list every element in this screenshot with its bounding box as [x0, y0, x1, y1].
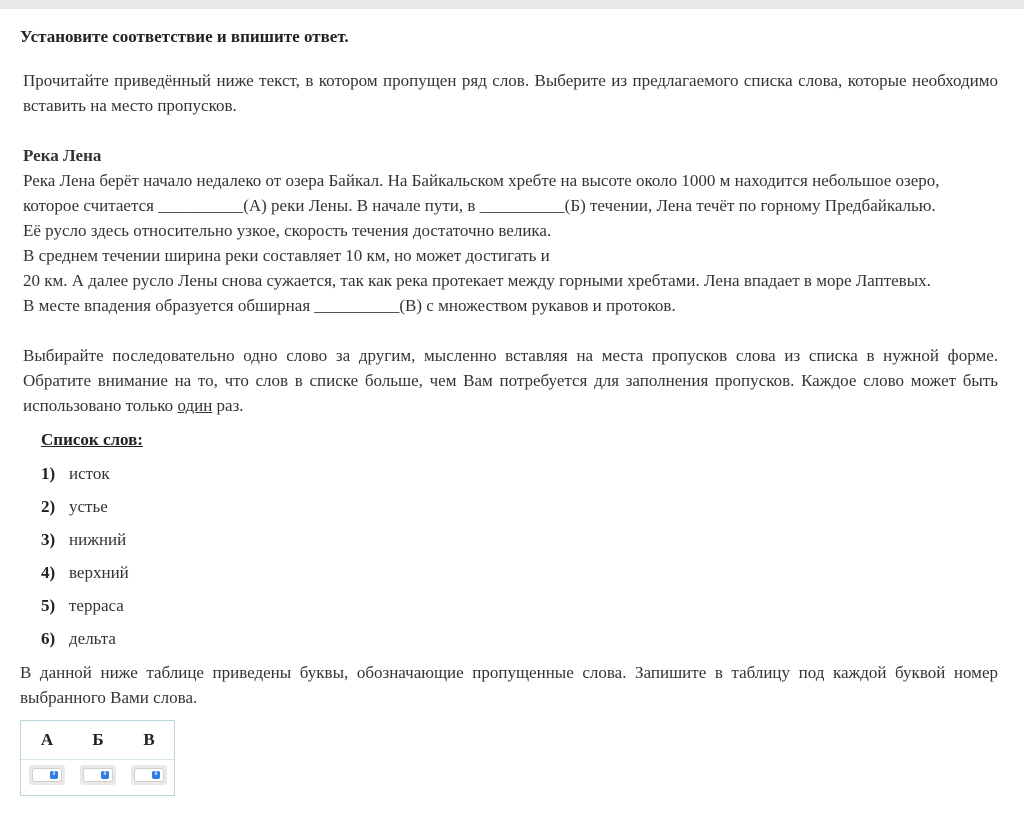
story-line: В месте впадения образуется обширная __________(В) с множеством рукавов и протоков.: [23, 296, 676, 315]
word-label: терраса: [69, 596, 124, 615]
story-text: [23, 143, 998, 318]
select-arrows-icon: ⇕: [102, 769, 108, 777]
select-field[interactable]: [134, 768, 164, 782]
guidance-text: Выбирайте последовательно одно слово за другим, мысленно вставляя на места пропусков слова из списка в нужной форме. Обратите внимание на то, что слов в списке больше, чем Вам потребуется для заполнения пропусков. Каждое слово может быть использовано только: [23, 346, 998, 415]
word-list-item: [41, 463, 110, 485]
word-list-item: [41, 496, 108, 518]
guidance-emphasis: один: [177, 396, 213, 415]
task-instruction: Установите соответствие и впишите ответ.: [20, 27, 349, 46]
word-list-item: [41, 595, 124, 617]
answer-table: [20, 720, 175, 796]
table-divider: [21, 759, 174, 760]
story-title: Река Лена: [23, 146, 102, 165]
word-list-item: [41, 628, 116, 650]
word-number: 2): [41, 497, 56, 516]
answer-header-v: В: [143, 730, 155, 749]
answer-select-a[interactable]: [29, 765, 65, 785]
word-list-item: [41, 562, 129, 584]
select-field[interactable]: [32, 768, 62, 782]
word-number: 5): [41, 596, 56, 615]
guidance-tail: раз.: [216, 396, 244, 415]
word-label: дельта: [69, 629, 116, 648]
top-bar: [0, 0, 1024, 9]
answer-select-v[interactable]: [131, 765, 167, 785]
story-line: В среднем течении ширина реки составляет 10 км, но может достигать и: [23, 246, 550, 265]
word-number: 6): [41, 629, 56, 648]
table-instruction: В данной ниже таблице приведены буквы, обозначающие пропущенные слова. Запишите в таблицу под каждой буквой номер выбранного Вами слова.: [20, 663, 998, 707]
word-list-title: Список слов:: [41, 430, 143, 449]
word-number: 3): [41, 530, 56, 549]
guidance-paragraph: [23, 343, 998, 418]
word-label: верхний: [69, 563, 129, 582]
story-line: Её русло здесь относительно узкое, скорость течения достаточно велика.: [23, 221, 552, 240]
select-arrows-icon: ⇕: [51, 769, 57, 777]
word-label: исток: [69, 464, 110, 483]
word-number: 1): [41, 464, 56, 483]
word-label: устье: [69, 497, 108, 516]
answer-select-b[interactable]: [80, 765, 116, 785]
answer-header-a: А: [40, 730, 54, 749]
word-list-item: [41, 529, 126, 551]
select-arrows-icon: ⇕: [153, 769, 159, 777]
story-line: которое считается __________(А) реки Лены. В начале пути, в __________(Б) течении, Лена течёт по горному Предбайкалью.: [23, 196, 936, 215]
story-line: 20 км. А далее русло Лены снова сужается, так как река протекает между горными хребтами. Лена впадает в море Лаптевых.: [23, 271, 931, 290]
word-number: 4): [41, 563, 56, 582]
select-field[interactable]: [83, 768, 113, 782]
intro-paragraph: Прочитайте приведённый ниже текст, в котором пропущен ряд слов. Выберите из предлагаемого списка слова, которые необходимо вставить на место пропусков.: [23, 71, 998, 115]
answer-header-b: Б: [92, 730, 104, 749]
story-line: Река Лена берёт начало недалеко от озера Байкал. На Байкальском хребте на высоте около 1000 м находится небольшое озеро,: [23, 171, 940, 190]
word-label: нижний: [69, 530, 127, 549]
